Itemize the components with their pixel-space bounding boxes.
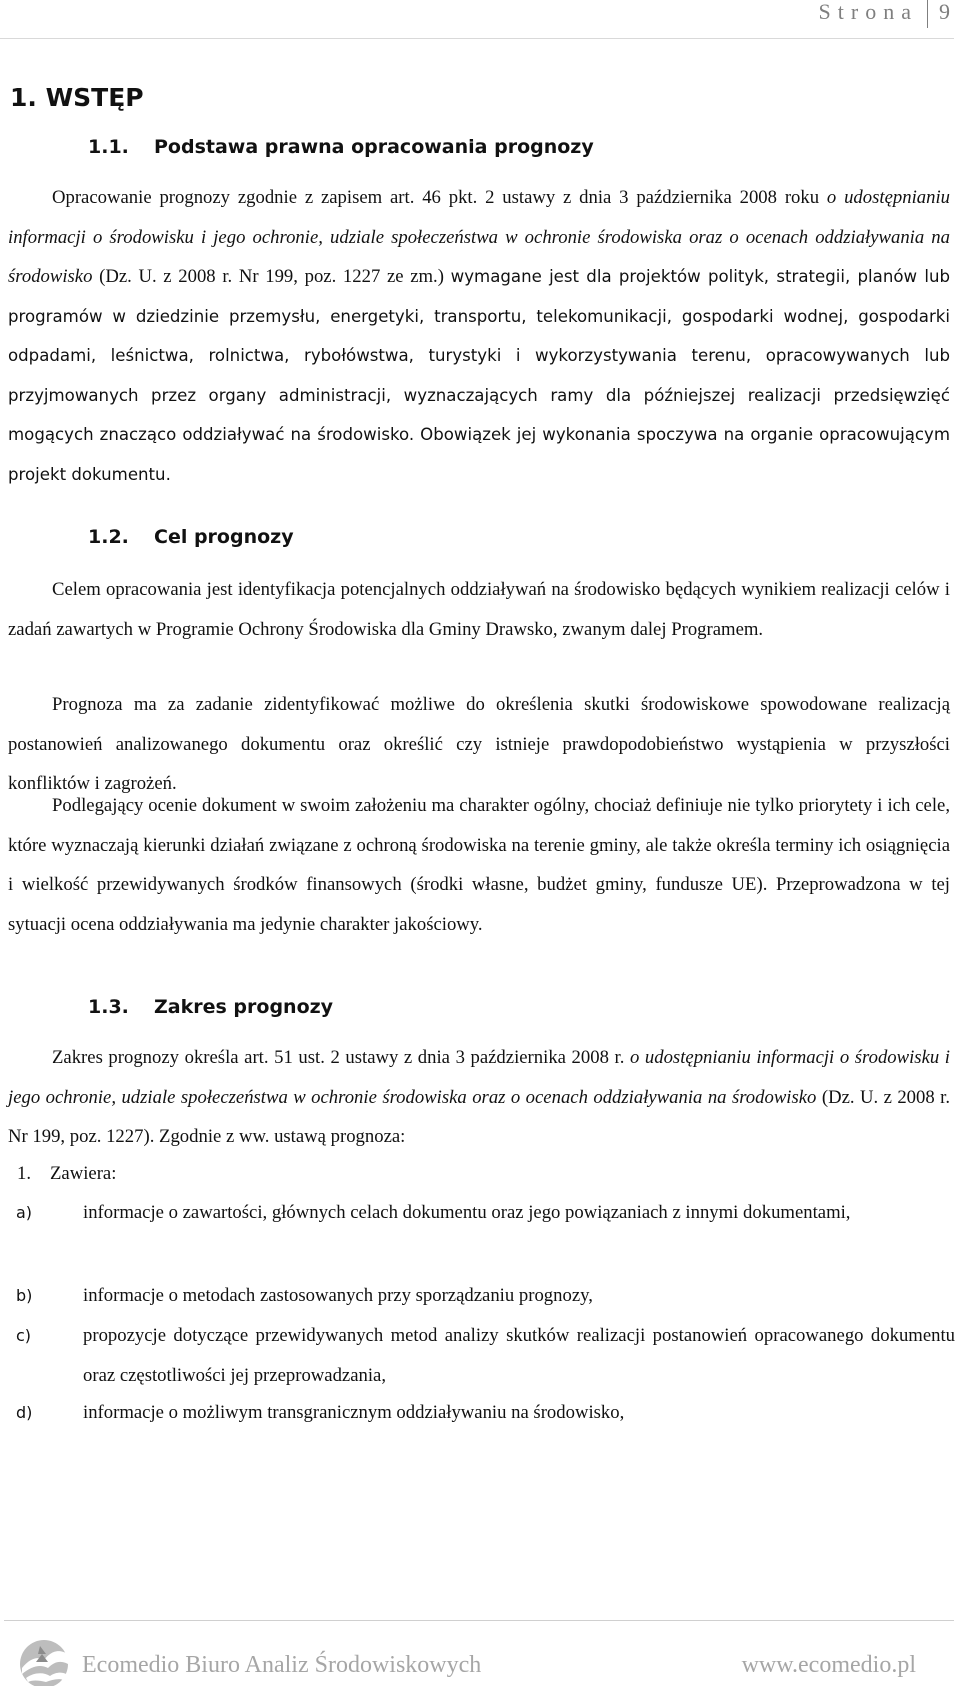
subsection-number: 1.2. <box>88 526 129 548</box>
footer-website-link[interactable]: www.ecomedio.pl <box>741 1652 916 1678</box>
paragraph-legal-basis <box>8 178 950 494</box>
list-item-a <box>8 1193 952 1273</box>
text-run-sans: wymagane jest dla projektów polityk, strategii, planów lub programów w dziedzinie przemysłu, energetyki, transportu, telekomunikacji, gospodarki wodnej, gospodarki odpadami, leśnictwa, rolnictwa, rybołówstwa, turystyki i wykorzystywania terenu, opracowywanych lub przyjmowanych przez organy administracji, wyznaczających ramy dla późniejszej realizacji przedsięwzięć mogących znacząco oddziaływać na środowisko. Obowiązek jej wykonania spoczywa na organie opracowującym projekt dokumentu. <box>8 267 950 484</box>
list-item-text: informacje o metodach zastosowanych przy sporządzaniu prognozy, <box>83 1285 593 1306</box>
paragraph-scope <box>8 1038 950 1157</box>
list-item-b <box>8 1276 952 1316</box>
paragraph-goal-1: Celem opracowania jest identyfikacja potencjalnych oddziaływań na środowisko będących wynikiem realizacji celów i zadań zawartych w Programie Ochrony Środowiska dla Gminy Drawsko, zwanym dalej Programem. <box>8 579 950 640</box>
ecomedio-logo-icon <box>16 1634 72 1686</box>
list-marker: b) <box>16 1286 33 1305</box>
subsection-title: Cel prognozy <box>154 526 294 548</box>
page-number: 9 <box>939 0 950 24</box>
subsection-heading-1-2 <box>88 524 294 550</box>
list-item-c <box>8 1316 955 1396</box>
subsection-number: 1.1. <box>88 136 129 158</box>
list-item-text: informacje o zawartości, głównych celach dokumentu oraz jego powiązaniach z innymi dokumentami, <box>83 1202 851 1223</box>
page-footer <box>0 1620 960 1686</box>
footer-company-name: Ecomedio Biuro Analiz Środowiskowych <box>82 1652 482 1678</box>
text-run: (Dz. U. z 2008 r. Nr 199, poz. 1227). Zgodnie z ww. ustawą prognoza: <box>8 1086 950 1147</box>
act-title-italic: o udostępnianiu informacji o środowisku i jego ochronie, udziale społeczeństwa w ochronie środowiska oraz o ocenach oddziaływania na środowisko <box>8 1047 950 1108</box>
page-header <box>0 0 954 39</box>
text-run: Opracowanie prognozy zgodnie z zapisem art. 46 pkt. 2 ustawy z dnia 3 października 2008 roku <box>52 187 827 208</box>
subsection-title: Zakres prognozy <box>154 996 334 1018</box>
footer-rule <box>4 1620 954 1621</box>
subsection-heading-1-3 <box>88 994 333 1020</box>
numbered-list-item <box>8 1154 952 1194</box>
act-title-italic: o udostępnianiu informacji o środowisku i jego ochronie, udziale społeczeństwa w ochronie środowiska oraz o ocenach oddziaływania na środowisko <box>8 187 950 287</box>
header-separator <box>927 0 928 28</box>
list-item-text: informacje o możliwym transgranicznym oddziaływaniu na środowisko, <box>83 1402 625 1423</box>
subsection-title: Podstawa prawna opracowania prognozy <box>154 136 594 158</box>
list-label: Zawiera: <box>50 1163 117 1184</box>
list-item-d <box>8 1393 952 1433</box>
list-item-text: propozycje dotyczące przewidywanych metod analizy skutków realizacji postanowień opracowanego dokumentu oraz częstotliwości jej przeprowadzania, <box>83 1325 955 1386</box>
list-marker: d) <box>16 1403 33 1422</box>
paragraph-goal-3: Podlegający ocenie dokument w swoim założeniu ma charakter ogólny, chociaż definiuje nie tylko priorytety i ich cele, które wyznaczają kierunki działań związane z ochroną środowiska na terenie gminy, ale także określa terminy ich osiągnięcia i wielkość przewidywanych środków finansowych (środki własne, budżet gminy, fundusze UE). Przeprowadzona w tej sytuacji ocena oddziaływania ma jedynie charakter jakościowy. <box>8 795 950 935</box>
section-heading-wstep: 1. WSTĘP <box>10 83 144 112</box>
subsection-heading-1-1 <box>88 134 594 160</box>
list-marker: c) <box>16 1326 32 1345</box>
paragraph-goal-2: Prognoza ma za zadanie zidentyfikować możliwe do określenia skutki środowiskowe spowodowane realizacją postanowień analizowanego dokumentu oraz określić czy istnieje prawdopodobieństwo wystąpienia w przyszłości konfliktów i zagrożeń. <box>8 694 950 794</box>
text-run: (Dz. U. z 2008 r. Nr 199, poz. 1227 ze zm.) <box>92 266 451 287</box>
page-label: Strona <box>818 0 918 24</box>
subsection-number: 1.3. <box>88 996 129 1018</box>
list-marker: a) <box>16 1203 33 1222</box>
text-run: Zakres prognozy określa art. 51 ust. 2 ustawy z dnia 3 października 2008 r. <box>52 1047 630 1068</box>
list-number: 1. <box>17 1163 32 1184</box>
